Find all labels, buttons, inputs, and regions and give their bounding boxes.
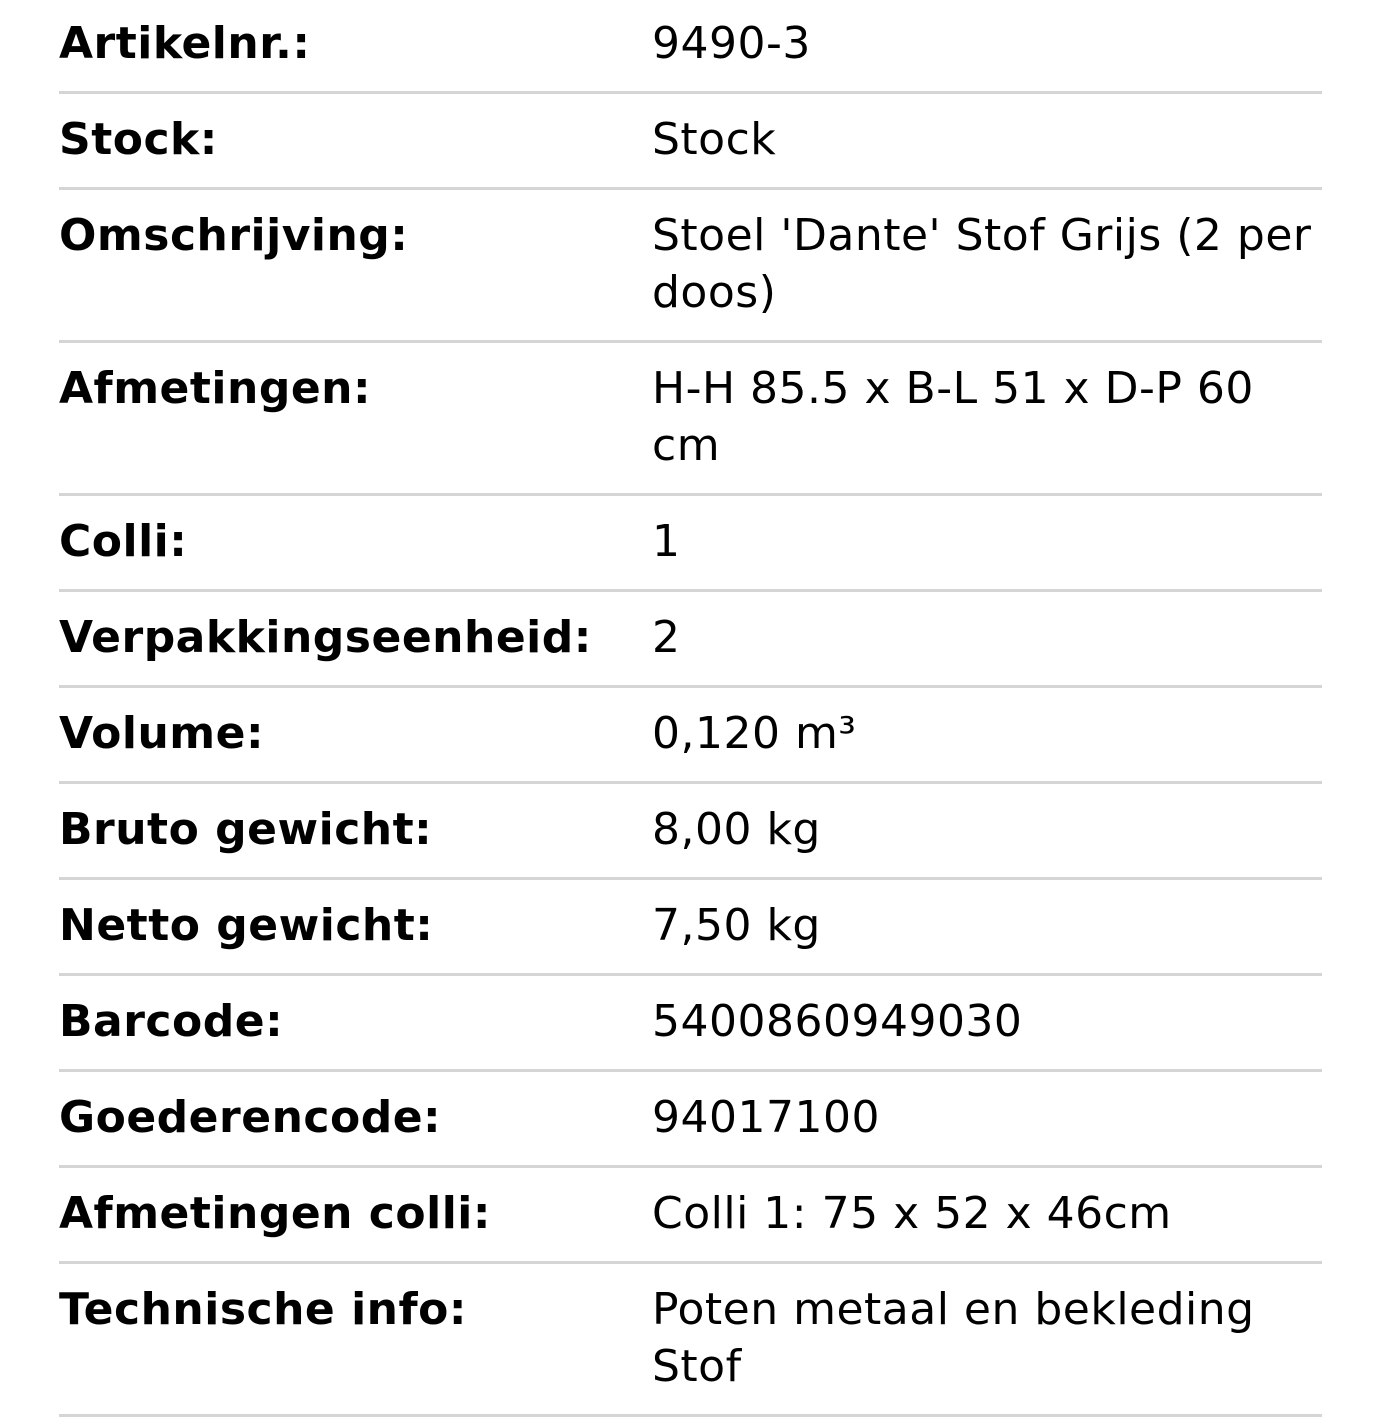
spec-value: 94017100 xyxy=(652,1092,880,1143)
spec-row-verpakkingseenheid xyxy=(59,592,1322,688)
spec-row-barcode xyxy=(59,976,1322,1072)
spec-row-afmetingen-colli xyxy=(59,1168,1322,1264)
spec-row-goederencode xyxy=(59,1072,1322,1168)
spec-label: Afmetingen: xyxy=(59,363,372,414)
spec-value: 7,50 kg xyxy=(652,900,821,951)
spec-row-volume xyxy=(59,688,1322,784)
spec-value: 2 xyxy=(652,612,681,663)
spec-label: Barcode: xyxy=(59,996,284,1047)
spec-label: Stock: xyxy=(59,114,218,165)
spec-label: Omschrijving: xyxy=(59,210,409,261)
product-spec-table xyxy=(59,0,1322,1417)
spec-label: Technische info: xyxy=(59,1284,467,1335)
spec-value: Stock xyxy=(652,114,777,165)
spec-value: 1 xyxy=(652,516,681,567)
spec-row-omschrijving xyxy=(59,190,1322,343)
spec-value: H-H 85.5 x B-L 51 x D-P 60 cm xyxy=(652,363,1254,471)
spec-row-colli xyxy=(59,496,1322,592)
spec-value: 0,120 m³ xyxy=(652,708,857,759)
spec-row-bruto-gewicht xyxy=(59,784,1322,880)
spec-row-afmetingen xyxy=(59,343,1322,496)
spec-label: Netto gewicht: xyxy=(59,900,434,951)
spec-value: 8,00 kg xyxy=(652,804,821,855)
spec-row-artikelnr xyxy=(59,0,1322,94)
spec-row-technische-info xyxy=(59,1264,1322,1417)
spec-label: Volume: xyxy=(59,708,265,759)
spec-value: Poten metaal en bekleding Stof xyxy=(652,1284,1255,1392)
spec-label: Colli: xyxy=(59,516,188,567)
spec-label: Afmetingen colli: xyxy=(59,1188,491,1239)
spec-row-netto-gewicht xyxy=(59,880,1322,976)
spec-value: 5400860949030 xyxy=(652,996,1023,1047)
spec-label: Artikelnr.: xyxy=(59,18,311,69)
spec-label: Bruto gewicht: xyxy=(59,804,433,855)
spec-value: Stoel 'Dante' Stof Grijs (2 per doos) xyxy=(652,210,1312,318)
spec-row-stock xyxy=(59,94,1322,190)
spec-label: Verpakkingseenheid: xyxy=(59,612,592,663)
spec-value: 9490-3 xyxy=(652,18,811,69)
spec-label: Goederencode: xyxy=(59,1092,442,1143)
spec-value: Colli 1: 75 x 52 x 46cm xyxy=(652,1188,1172,1239)
